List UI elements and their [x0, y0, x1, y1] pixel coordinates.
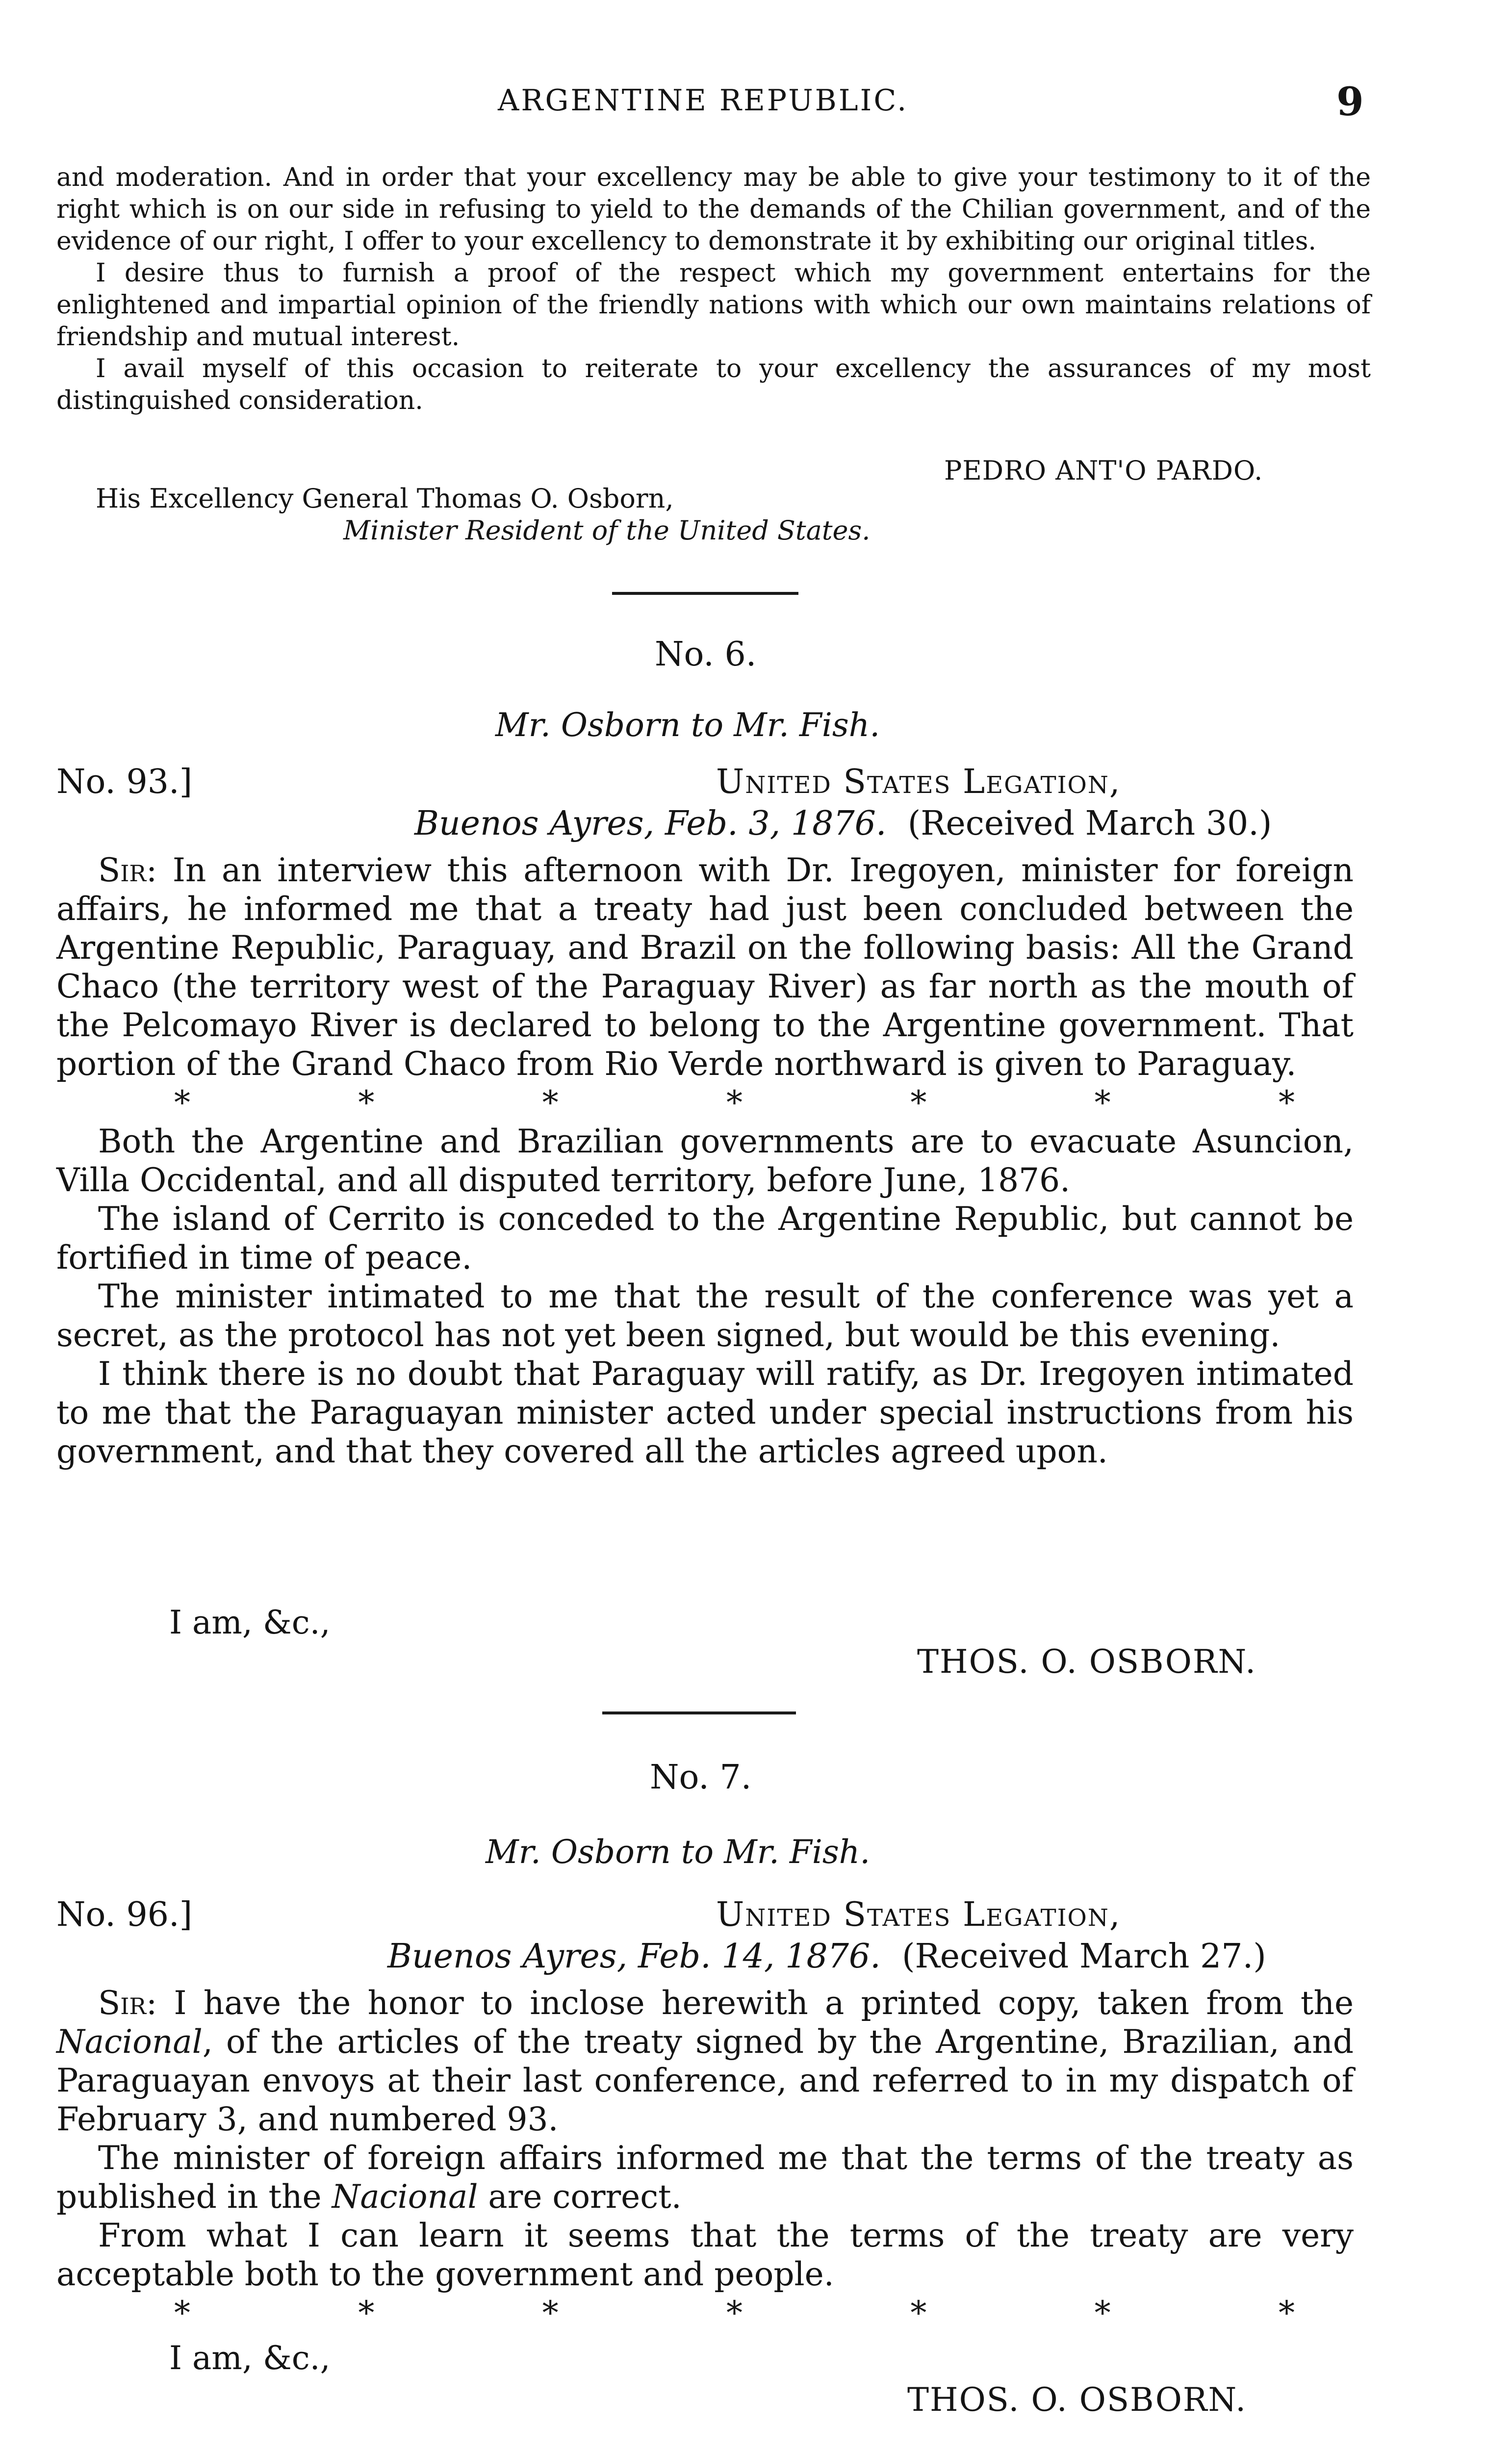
legation-heading: United States Legation,: [716, 1895, 1121, 1934]
letter-continuation: [56, 162, 1371, 417]
ellipsis-stars: * * * * * * *: [174, 1084, 1295, 1122]
document-number: No. 7.: [650, 1758, 752, 1797]
legation-heading: United States Legation,: [716, 763, 1121, 801]
paragraph: I desire thus to furnish a proof of the respect which my government entertains for the enlightened and impartial opinion of the friendly nations with which our own maintains relations of friendship and mutual interest.: [56, 258, 1371, 352]
letter-body: [56, 1984, 1354, 2332]
document-title: Mr. Osborn to Mr. Fish.: [486, 1833, 871, 1871]
signature: THOS. O. OSBORN.: [907, 2381, 1247, 2419]
section-divider: [612, 592, 798, 595]
received-note: (Received March 27.): [902, 1937, 1266, 1976]
paragraph: and moderation. And in order that your excellency may be able to give your testimony to it of the right which is on our side in refusing to yield to the demands of the Chilian government, and of the evidence of our right, I offer to your excellency to demonstrate it by exhibiting our original titles.: [56, 163, 1371, 256]
signature: THOS. O. OSBORN.: [917, 1643, 1257, 1681]
paragraph: The minister intimated to me that the result of the conference was yet a secret, as the protocol has not yet been signed, but would be this evening.: [56, 1277, 1354, 1354]
place-date: Buenos Ayres, Feb. 14, 1876.: [387, 1937, 881, 1976]
closing: I am, &c.,: [169, 1604, 331, 1641]
salutation: Sir:: [98, 1984, 157, 2022]
paragraph: Sir: In an interview this afternoon with Dr. Iregoyen, minister for foreign affairs, he informed me that a treaty had just been concluded between the Argentine Republic, Paraguay, and Brazil on the following basis: All the Grand Chaco (the territory west of the Paraguay River) as far north as the mouth of the Pelcomayo River is declared to belong to the Argentine government. That portion of the Grand Chaco from Rio Verde northward is given to Paraguay.: [56, 851, 1354, 1083]
received-note: (Received March 30.): [907, 804, 1272, 843]
paragraph: Both the Argentine and Brazilian governments are to evacuate Asuncion, Villa Occidental, and all disputed territory, before June, 1876.: [56, 1123, 1354, 1199]
place-date: Buenos Ayres, Feb. 3, 1876.: [414, 804, 887, 843]
dispatch-reference: No. 93.]: [56, 763, 193, 801]
paragraph: From what I can learn it seems that the terms of the treaty are very acceptable both to the government and people.: [56, 2217, 1354, 2293]
signature: PEDRO ANT'O PARDO.: [944, 455, 1263, 486]
dateline: [387, 1937, 1266, 1976]
closing: I am, &c.,: [169, 2339, 331, 2377]
paragraph: I avail myself of this occasion to reiterate to your excellency the assurances of my most distinguished consideration.: [56, 354, 1371, 415]
paragraph: I think there is no doubt that Paraguay will ratify, as Dr. Iregoyen intimated to me that the Paraguayan minister acted under special instructions from his government, and that they covered all the articles agreed upon.: [56, 1355, 1354, 1470]
paragraph: Sir: I have the honor to inclose herewith a printed copy, taken from the Nacional, of the articles of the treaty signed by the Argentine, Brazilian, and Paraguayan envoys at their last conference, and referred to in my dispatch of February 3, and numbered 93.: [56, 1984, 1354, 2138]
paragraph: The minister of foreign affairs informed me that the terms of the treaty as published in the Nacional are correct.: [56, 2139, 1354, 2216]
letter-body: [56, 851, 1354, 1471]
dateline: [414, 804, 1272, 843]
paragraph: The island of Cerrito is conceded to the Argentine Republic, but cannot be fortified in time of peace.: [56, 1200, 1354, 1277]
document-title: Mr. Osborn to Mr. Fish.: [495, 706, 880, 744]
dispatch-reference: No. 96.]: [56, 1895, 193, 1934]
salutation: Sir:: [98, 851, 157, 889]
addressee-title: Minister Resident of the United States.: [343, 515, 871, 546]
addressee-line: His Excellency General Thomas O. Osborn,: [96, 483, 674, 514]
section-divider: [602, 1711, 796, 1714]
running-header: ARGENTINE REPUBLIC.: [498, 83, 909, 118]
ellipsis-stars: * * * * * * *: [174, 2294, 1295, 2332]
page-number: 9: [1336, 78, 1364, 125]
document-number: No. 6.: [655, 635, 757, 674]
